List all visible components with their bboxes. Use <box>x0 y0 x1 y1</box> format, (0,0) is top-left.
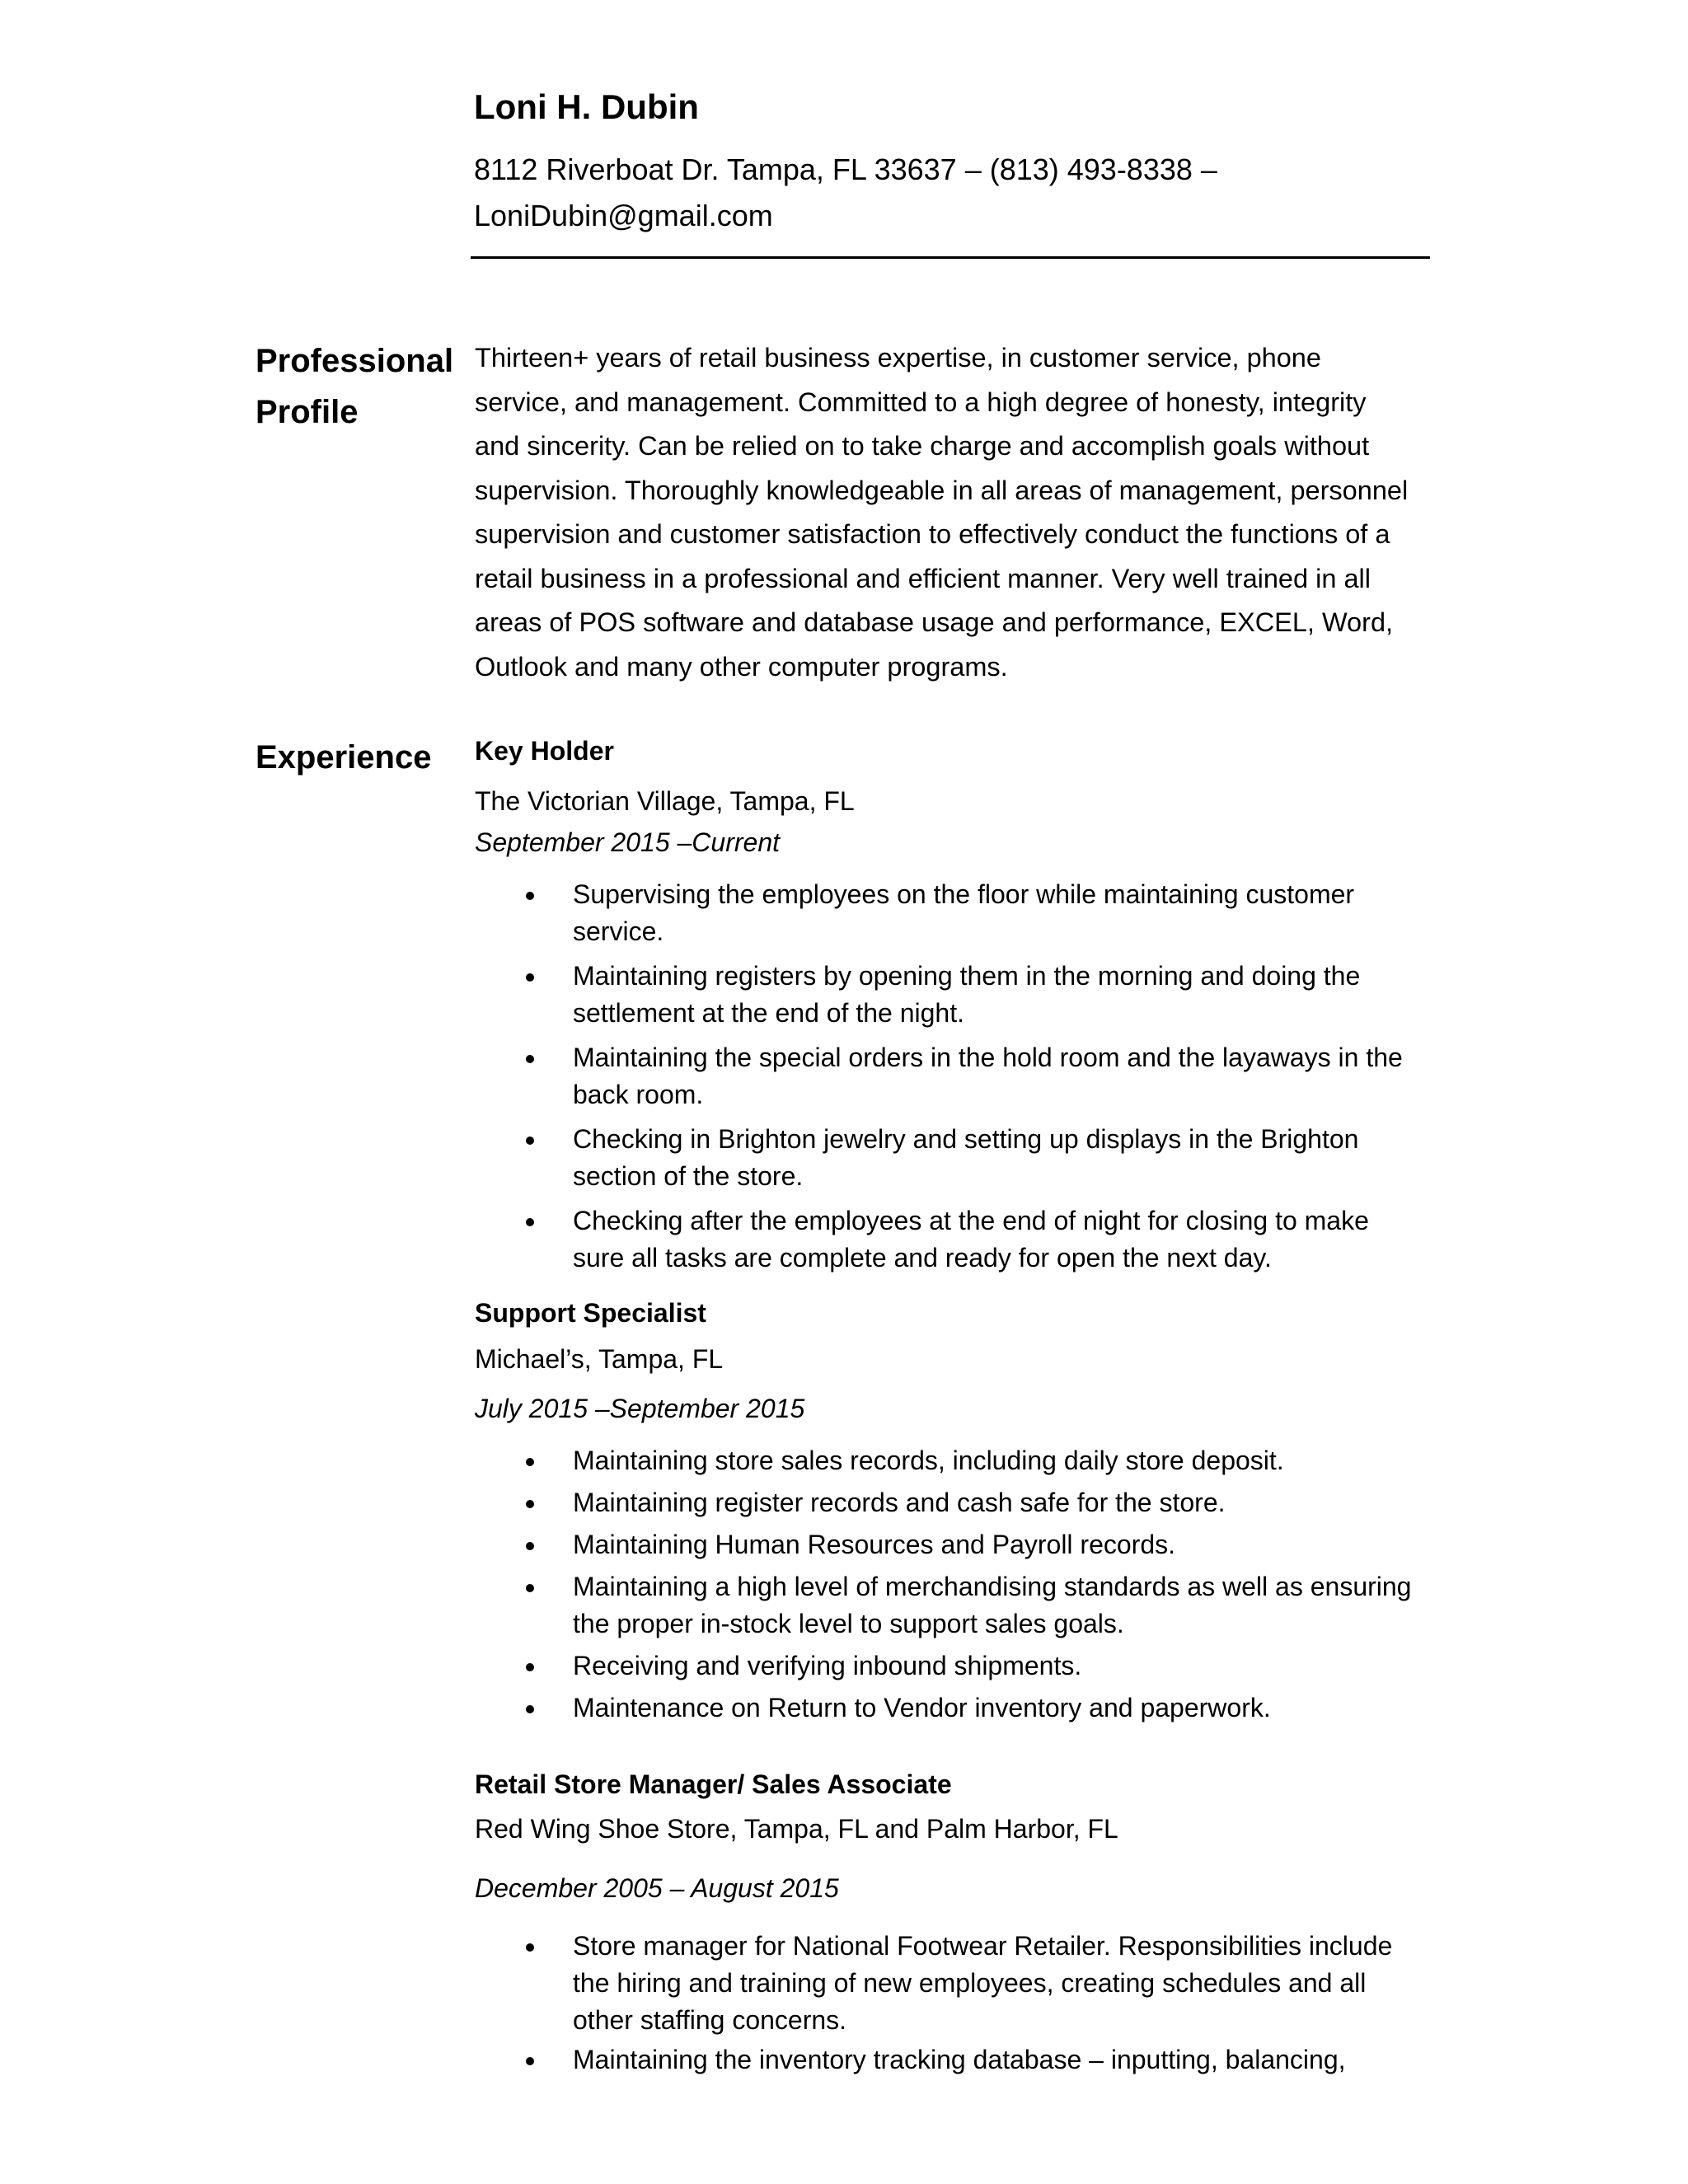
job-dates: July 2015 –September 2015 <box>475 1394 805 1423</box>
job-duty <box>475 1442 1414 1479</box>
duty-text: Supervising the employees on the floor while maintaining customer service. <box>573 879 1355 946</box>
job-title: Key Holder <box>475 736 614 766</box>
job-company: Michael’s, Tampa, FL <box>475 1344 724 1374</box>
bullet-icon <box>526 1500 534 1508</box>
contact-line-email: LoniDubin@gmail.com <box>474 199 773 232</box>
bullet-icon <box>526 1705 534 1713</box>
bullet-icon <box>526 1663 534 1671</box>
bullet-icon <box>526 1542 534 1550</box>
bullet-icon <box>526 2057 534 2065</box>
job-duty <box>475 1568 1414 1643</box>
job-dates: September 2015 –Current <box>475 827 780 857</box>
duty-text: Maintaining a high level of merchandising standards as well as ensuring the proper in-stock level to support sales goals. <box>573 1572 1412 1638</box>
duty-text: Maintaining register records and cash safe for the store. <box>573 1488 1226 1517</box>
applicant-name: Loni H. Dubin <box>474 87 699 126</box>
job-entry <box>475 1294 1431 1727</box>
job-entry <box>475 1765 1431 2079</box>
job-duties-list <box>475 1442 1431 1727</box>
resume-header <box>474 82 1430 239</box>
duty-text: Maintaining the special orders in the hold room and the layaways in the back room. <box>573 1043 1403 1109</box>
profile-section-label <box>256 335 462 438</box>
bullet-icon <box>526 973 534 982</box>
job-company: The Victorian Village, Tampa, FL <box>475 786 855 816</box>
job-duty <box>475 876 1414 950</box>
profile-label-line1: Professional <box>256 343 454 379</box>
job-company: Red Wing Shoe Store, Tampa, FL and Palm Harbor, FL <box>475 1814 1118 1844</box>
bullet-icon <box>526 892 534 900</box>
experience-section-label: Experience <box>256 739 432 776</box>
bullet-icon <box>526 1458 534 1466</box>
bullet-icon <box>526 1218 534 1226</box>
job-duty <box>475 1647 1414 1685</box>
duty-text: Store manager for National Footwear Retailer. Responsibilities include the hiring and training of new employees, creating schedules and all other staffing concerns. <box>573 1931 1393 2035</box>
bullet-icon <box>526 1137 534 1145</box>
profile-label-line2: Profile <box>256 394 359 430</box>
job-duty <box>475 1202 1414 1277</box>
job-duty <box>475 958 1414 1032</box>
job-duty <box>475 1121 1414 1195</box>
contact-line-address-phone: 8112 Riverboat Dr. Tampa, FL 33637 – (813) 493-8338 – <box>474 152 1217 186</box>
header-divider <box>471 256 1430 259</box>
duty-text: Maintenance on Return to Vendor inventory and paperwork. <box>573 1693 1271 1722</box>
job-title: Support Specialist <box>475 1298 706 1328</box>
job-duty <box>475 1526 1414 1563</box>
contact-info <box>474 147 1430 239</box>
job-duty <box>475 1484 1414 1521</box>
duty-text: Maintaining store sales records, including daily store deposit. <box>573 1446 1284 1475</box>
duty-text: Maintaining Human Resources and Payroll records. <box>573 1530 1176 1559</box>
job-duty <box>475 1690 1414 1727</box>
duty-text: Checking in Brighton jewelry and setting up displays in the Brighton section of the store. <box>573 1124 1359 1191</box>
job-duty <box>475 1039 1414 1113</box>
duty-text: Maintaining registers by opening them in the morning and doing the settlement at the end of the night. <box>573 961 1361 1028</box>
job-duties-list <box>475 1928 1431 2079</box>
duty-text: Checking after the employees at the end of night for closing to make sure all tasks are complete and ready for open the next day. <box>573 1206 1369 1272</box>
duty-text: Maintaining the inventory tracking database – inputting, balancing, <box>573 2045 1346 2074</box>
bullet-icon <box>526 1055 534 1063</box>
profile-summary: Thirteen+ years of retail business expertise, in customer service, phone service, and management. Committed to a high degree of honesty, integrity and sincerity. Can be relied on to take charge and accomplish goals without supervision. Thoroughly knowledgeable in all areas of management, personnel supervision and customer satisfaction to effectively conduct the functions of a retail business in a professional and efficient manner. Very well trained in all areas of POS software and database usage and performance, EXCEL, Word, Outlook and many other computer programs. <box>475 343 1409 682</box>
job-title: Retail Store Manager/ Sales Associate <box>475 1769 952 1799</box>
job-dates: December 2005 – August 2015 <box>475 1873 839 1903</box>
bullet-icon <box>526 1584 534 1592</box>
job-duty <box>475 2041 1414 2079</box>
job-duties-list <box>475 876 1431 1277</box>
job-entry <box>475 732 1431 1277</box>
bullet-icon <box>526 1943 534 1952</box>
job-duty <box>475 1928 1414 2039</box>
duty-text: Receiving and verifying inbound shipments. <box>573 1651 1082 1680</box>
